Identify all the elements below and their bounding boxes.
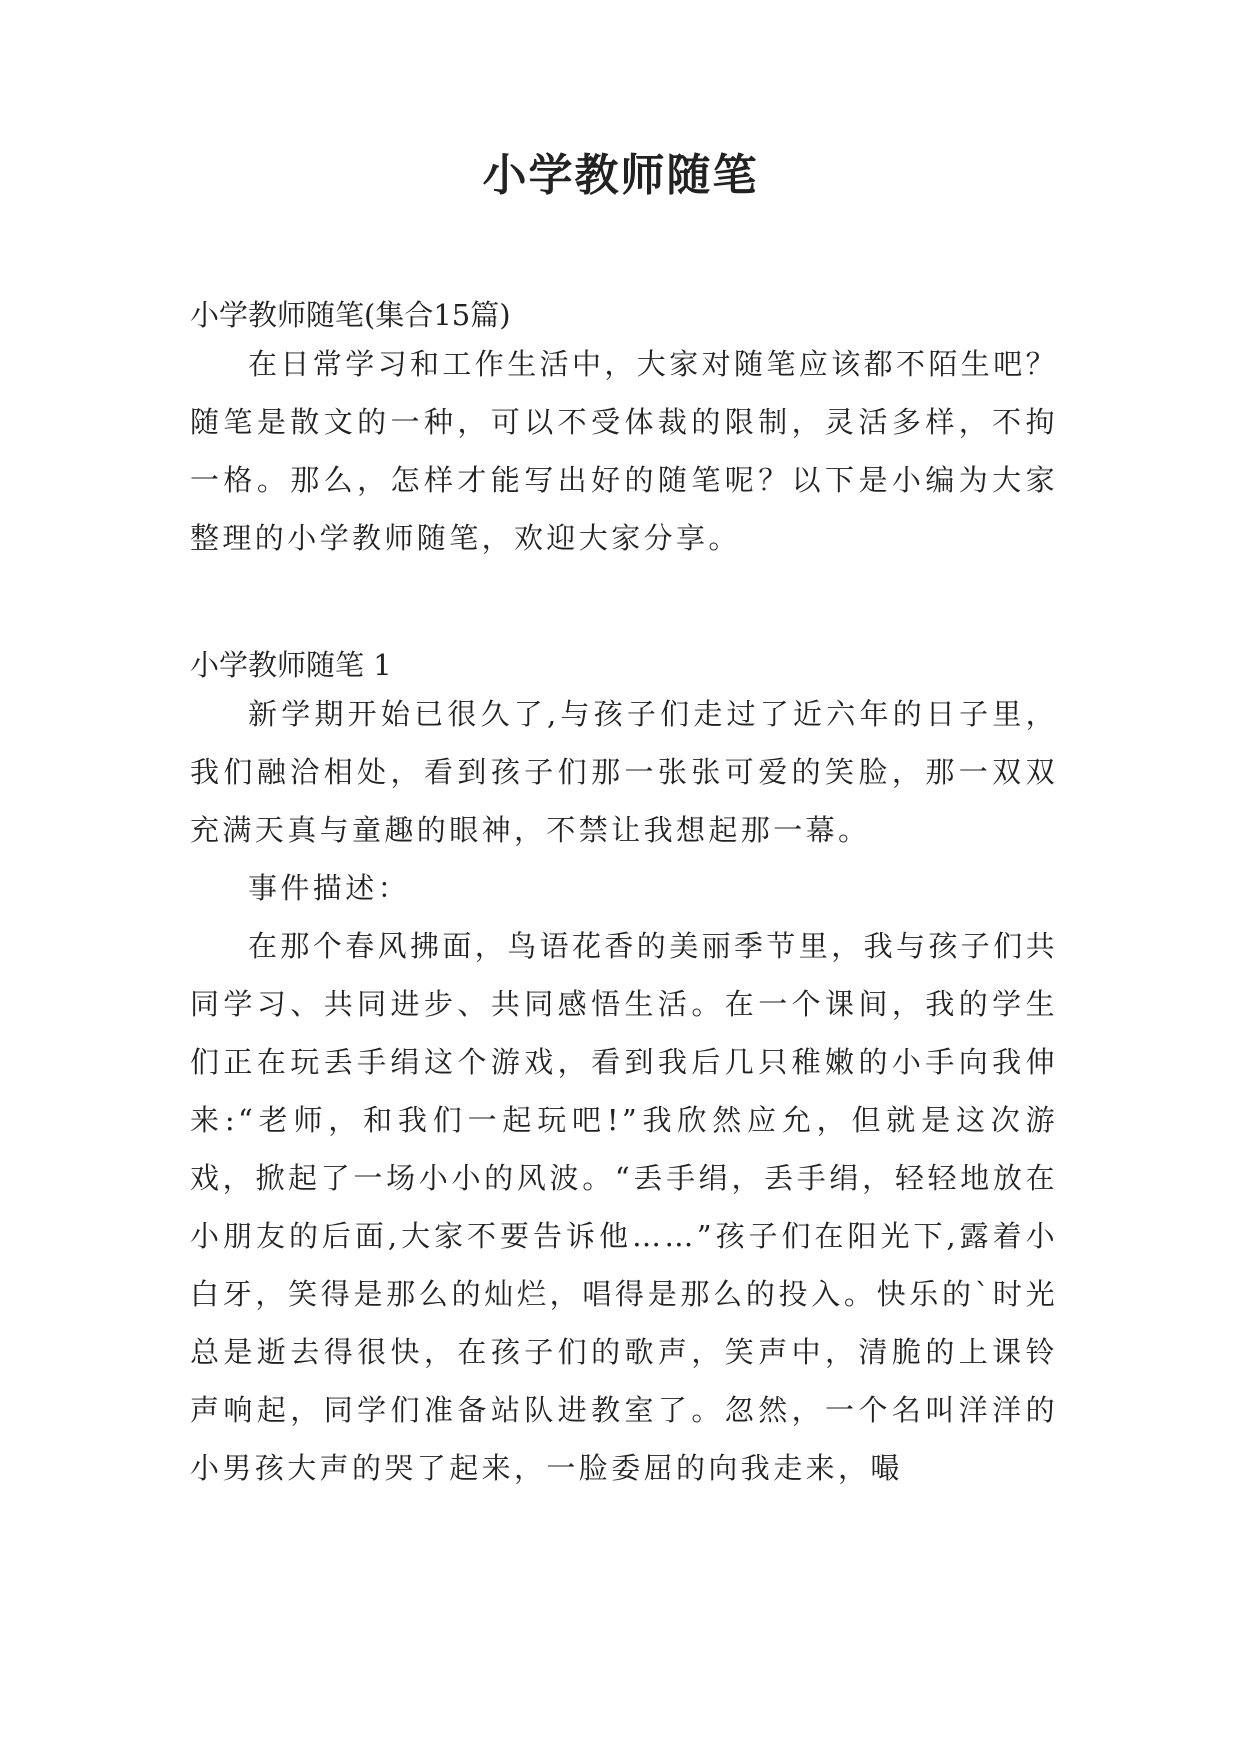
body-paragraph: 事件描述： <box>248 871 411 905</box>
document-subtitle: 小学教师随笔(集合15篇) <box>190 298 511 332</box>
intro-paragraph: 在日常学习和工作生活中，大家对随笔应该都不陌生吧？随笔是散文的一种，可以不受体裁的限制，灵活多样，不拘一格。那么，怎样才能写出好的随笔呢？以下是小编为大家整理的小学教师随笔，欢迎大家分享。 <box>190 347 1059 555</box>
document-title: 小学教师随笔 <box>482 150 759 201</box>
document-body <box>190 295 1058 1497</box>
section-heading: 小学教师随笔 1 <box>190 648 392 682</box>
body-paragraph: 在那个春风拂面，鸟语花香的美丽季节里，我与孩子们共同学习、共同进步、共同感悟生活。在一个课间，我的学生们正在玩丢手绢这个游戏，看到我后几只稚嫩的小手向我伸来:“老师，和我们一起玩吧!”我欣然应允，但就是这次游戏，掀起了一场小小的风波。“丢手绢，丢手绢，轻轻地放在小朋友的后面,大家不要告诉他……”孩子们在阳光下,露着小白牙，笑得是那么的灿烂，唱得是那么的投入。快乐的`时光总是逝去得很快，在孩子们的歌声，笑声中，清脆的上课铃声响起，同学们准备站队进教室了。忽然，一个名叫洋洋的小男孩大声的哭了起来，一脸委屈的向我走来，嘬 <box>190 929 1059 1485</box>
body-paragraph: 新学期开始已很久了,与孩子们走过了近六年的日子里，我们融洽相处，看到孩子们那一张张可爱的笑脸，那一双双充满天真与童趣的眼神，不禁让我想起那一幕。 <box>190 697 1058 847</box>
